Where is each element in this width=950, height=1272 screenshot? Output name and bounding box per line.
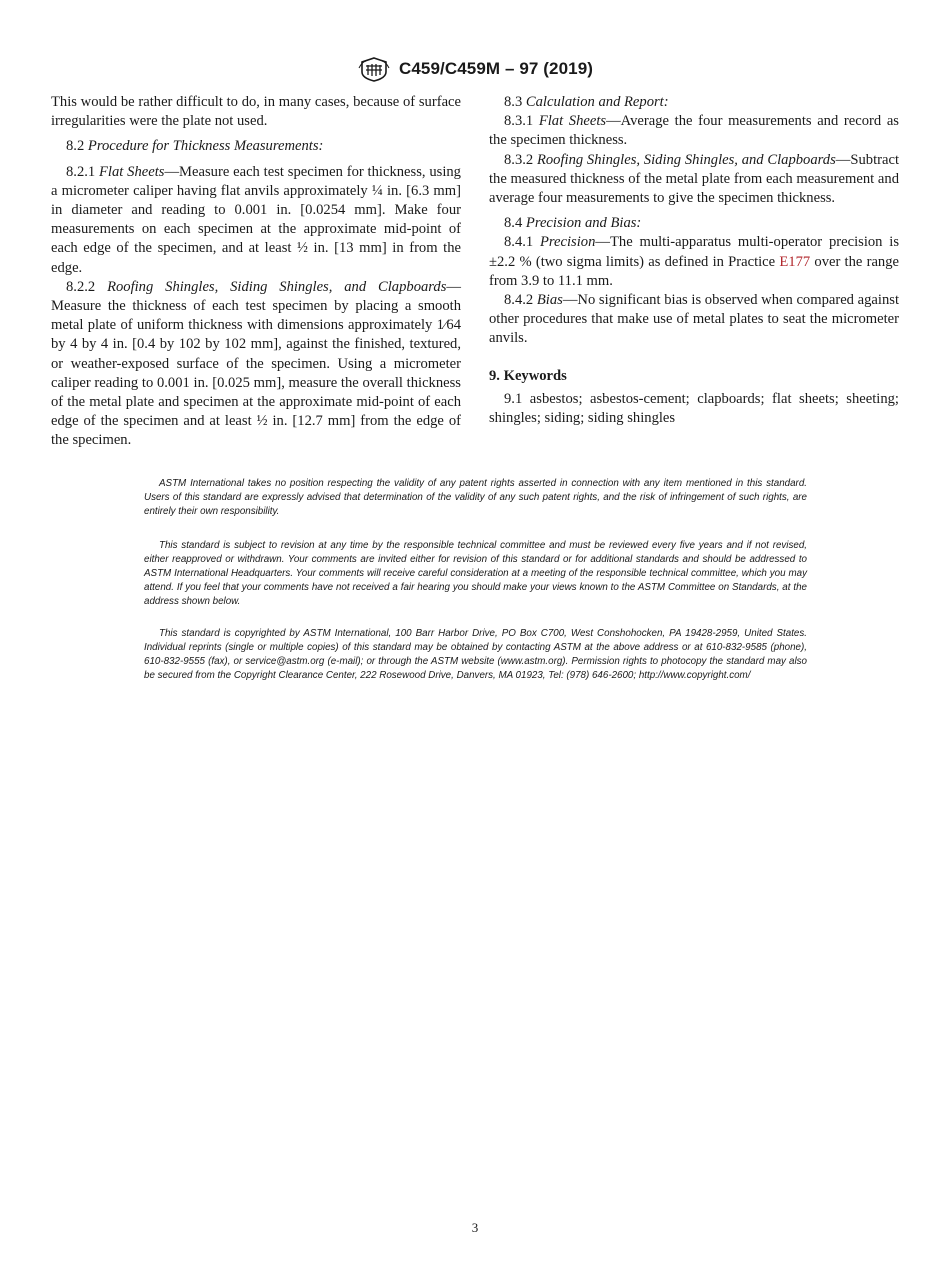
document-id: C459/C459M – 97 (2019) [398, 59, 594, 78]
section-text: Subtract the measured thickness of the metal plate from each measurement and average four measurements to give the specimen thickness. [489, 151, 899, 207]
notice-text: This standard is copyrighted by ASTM International, 100 Barr Harbor Drive, PO Box C700, West Conshohocken, PA 19428-2959, United States. Individual reprints (single or multiple copies) of this standard may be obtained by contacting ASTM at the above address or at 610-832-9585 (phone), 610-832-9555 (fax), or service@astm.org (e-mail); or through the ASTM website (www.astm.org). Permission rights to photocopy the standard may also be secured from the Copyright Clearance Center, 222 Rosewood Drive, Danvers, MA 01923, Tel: (978) 646-2600; http://www.copyright.com/ [144, 628, 807, 681]
section-text: No significant bias is observed when compared against other procedures that make use of metal plates to seat the micrometer anvils. [489, 292, 899, 347]
section-8-2-1: 8.2.1 Flat Sheets—Measure each test specimen for thickness, using a micrometer caliper having flat anvils approximately ¼ in. [6.3 mm] in diameter and reading to 0.001 in. [0.0254 mm]. Make four measurements on each specimen at the approximate mid-point of each edge of the specimen, and at least ½ in. [13 mm] in from the edge. [51, 163, 461, 276]
section-title: Procedure for Thickness Measurements: [87, 138, 324, 155]
section-term: Roofing Shingles, Siding Shingles, and Clapboards [536, 151, 836, 168]
left-column [51, 93, 461, 457]
section-number: 8.4.2 [504, 292, 534, 309]
page-number: 3 [471, 1220, 479, 1235]
section-term: Bias [536, 292, 563, 309]
astm-logo-icon [357, 56, 391, 82]
section-8-3-2: 8.3.2 Roofing Shingles, Siding Shingles, and Clapboards—Subtract the measured thickness of the metal plate from each measurement and average four measurements to give the specimen thickness. [489, 151, 899, 207]
section-title: Precision and Bias: [525, 215, 642, 232]
section-term: Precision [540, 234, 596, 251]
section-number: 8.2 [66, 138, 85, 155]
section-term: Roofing Shingles, Siding Shingles, and Clapboards [107, 278, 447, 295]
notice-text: This standard is subject to revision at any time by the responsible technical committee and must be reviewed every five years and if not revised, either reapproved or withdrawn. Your comments are invited either for revision of this standard or for additional standards and should be addressed to ASTM International Headquarters. Your comments will receive careful consideration at a meeting of the responsible technical committee, which you may attend. If you feel that your comments have not received a fair hearing you should make your views known to the ASTM Committee on Standards, at the address shown below. [144, 540, 807, 607]
right-column [489, 93, 899, 434]
continued-paragraph: This would be rather difficult to do, in many cases, because of surface irregularities were the plate not used. [51, 94, 461, 130]
section-text: over the range from 3.9 to 11.1 mm. [489, 253, 899, 289]
section-8-2-2: 8.2.2 Roofing Shingles, Siding Shingles, and Clapboards—Measure the thickness of each test specimen by placing a smooth metal plate of uniform thickness with dimensions approximately 1⁄64 by 4 by 4 in. [0.4 by 102 by 102 mm], against the finished, textured, or weather-exposed surface of the specimen. Using a micrometer caliper reading to 0.001 in. [0.025 mm], measure the overall thickness of the metal plate and specimen at the approximate mid-point of each edge of the specimen and at least ½ in. [12.7 mm] from the edge of the specimen. [51, 278, 461, 449]
section-8-2 [51, 137, 461, 156]
copyright-notice [144, 627, 807, 683]
notice-text: ASTM International takes no position respecting the validity of any patent rights asserted in connection with any item mentioned in this standard. Users of this standard are expressly advised that determination of the validity of any such patent rights, and the risk of infringement of such rights, are entirely their own responsibility. [144, 478, 807, 517]
section-number: 8.3 [504, 94, 523, 110]
section-number: 9.1 [504, 390, 523, 407]
keywords-list: asbestos; asbestos-cement; clapboards; flat sheets; sheeting; shingles; siding; siding shingles [489, 390, 899, 427]
section-8-4-1: 8.4.1 Precision—The multi-apparatus multi-operator precision is ±2.2 % (two sigma limits) as defined in Practice E177 over the range from 3.9 to 11.1 mm. [489, 234, 899, 289]
section-8-3 [489, 93, 899, 112]
section-term: Flat Sheets [99, 163, 165, 180]
keywords-heading: 9. Keywords [489, 367, 567, 384]
section-8-4-2: 8.4.2 Bias—No significant bias is observed when compared against other procedures that make use of metal plates to seat the micrometer anvils. [489, 292, 899, 347]
section-8-4 [489, 214, 899, 233]
section-term: Flat Sheets [538, 113, 607, 130]
reference-link-e177[interactable]: E177 [779, 253, 811, 270]
section-text: Average the four measurements and record as the specimen thickness. [489, 113, 899, 149]
section-number: 8.3.1 [504, 113, 534, 130]
section-number: 8.3.2 [504, 151, 534, 168]
section-text: Measure each test specimen for thickness, using a micrometer caliper having flat anvils approximately ¼ in. [6.3 mm] in diameter and reading to 0.001 in. [0.0254 mm]. Make four measurements on each specimen at the approximate mid-point of each edge of the specimen, and at least ½ in. [13 mm] in from the edge. [51, 163, 461, 276]
page-header [0, 56, 950, 82]
section-9-1 [489, 390, 899, 428]
section-number: 8.2.1 [66, 163, 96, 180]
revision-notice [144, 539, 807, 609]
section-text: Measure the thickness of each test specimen by placing a smooth metal plate of uniform thickness with dimensions approximately 1⁄64 by 4 by 4 in. [0.4 by 102 by 102 mm], against the finished, textured, or weather-exposed surface of the specimen. Using a micrometer caliper reading to 0.001 in. [0.025 mm], measure the overall thickness of the metal plate and specimen at the approximate mid-point of each edge of the specimen and at least ½ in. [12.7 mm] from the edge of the specimen. [51, 298, 461, 449]
patent-notice [144, 477, 807, 519]
section-8-3-1: 8.3.1 Flat Sheets—Average the four measurements and record as the specimen thickness. [489, 113, 899, 149]
section-title: Calculation and Report: [525, 94, 669, 110]
section-number: 8.4.1 [504, 234, 534, 251]
section-text: The multi-apparatus multi-operator precision is ±2.2 % (two sigma limits) as defined in Practice [489, 234, 899, 270]
section-number: 8.2.2 [66, 278, 96, 295]
section-number: 8.4 [504, 215, 523, 232]
